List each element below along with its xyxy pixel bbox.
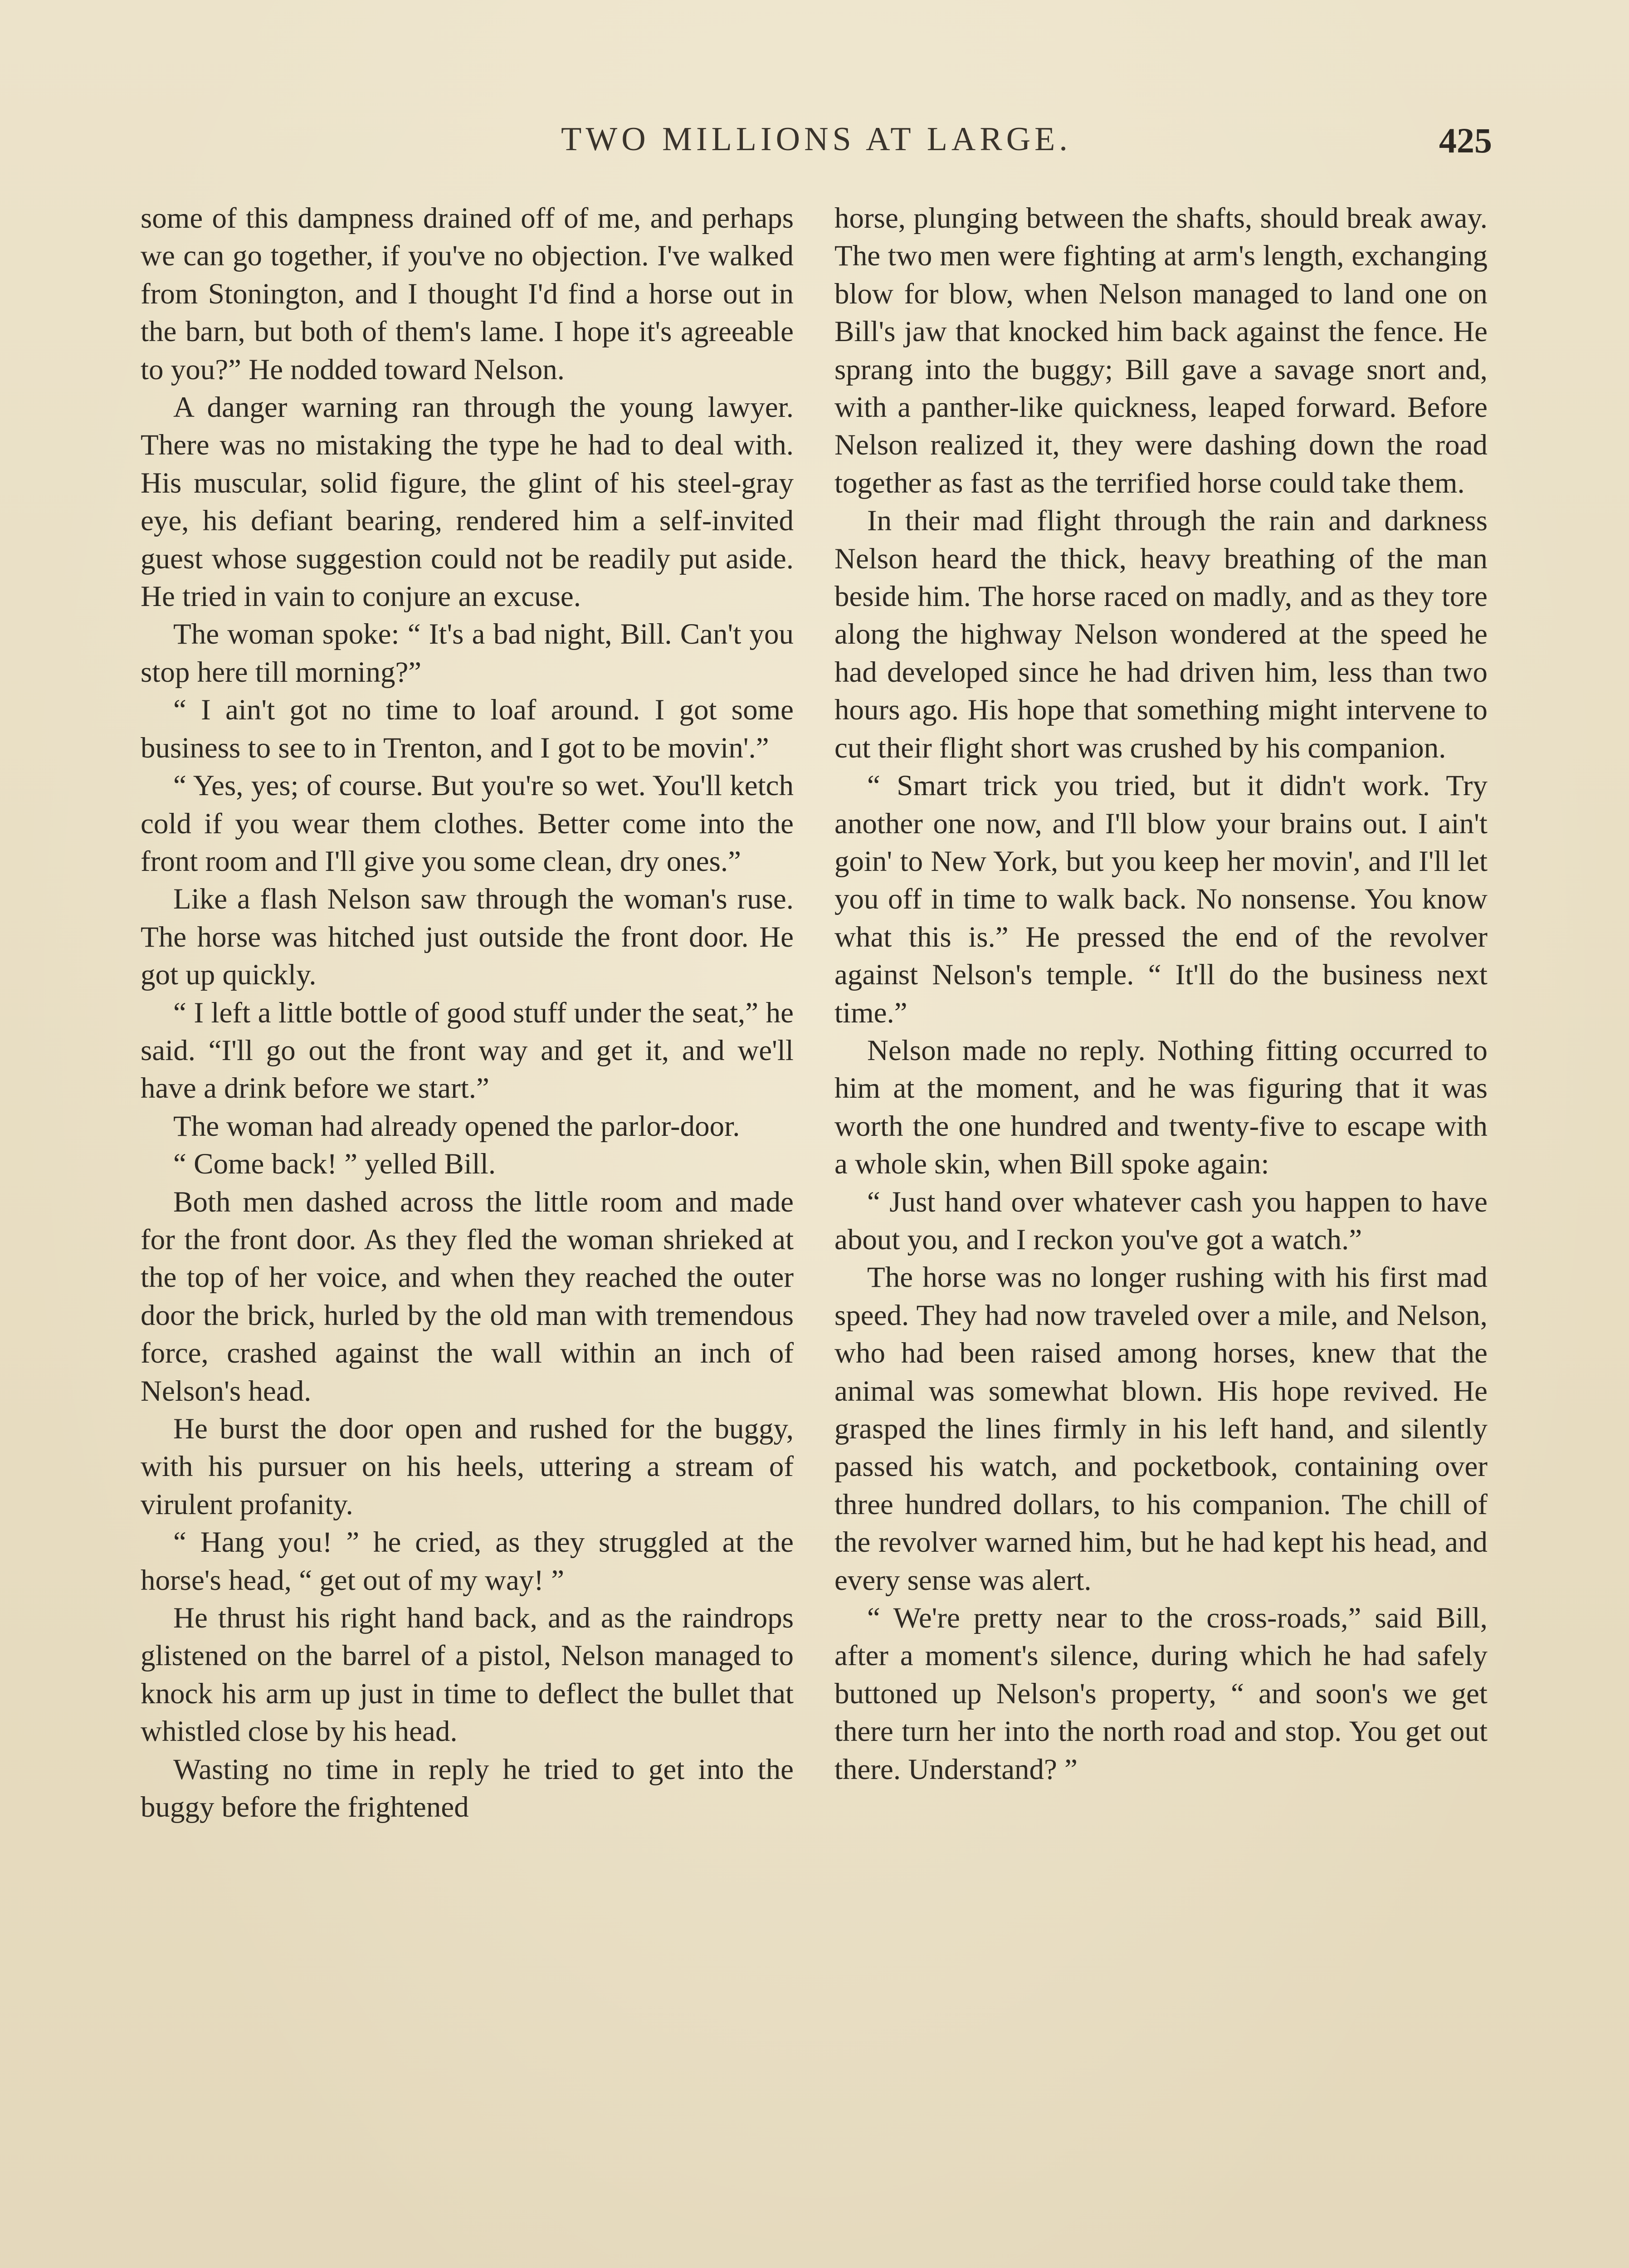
paragraph: Like a flash Nelson saw through the woman's ruse. The horse was hitched just outside the front door. He got up quickly. [141,883,794,992]
paragraph: He thrust his right hand back, and as the raindrops glistened on the barrel of a pistol, Nelson managed to knock his arm up just in time to deflect the bullet that whistled close by his head. [141,1602,794,1748]
paragraph: “ I left a little bottle of good stuff under the seat,” he said. “I'll go out the front way and get it, and we'll have a drink before we start.” [141,996,794,1105]
paragraph: some of this dampness drained off of me, and perhaps we can go together, if you've no objection. I've walked from Stonington, and I thought I'd find a horse out in the barn, but both of them's lame. I hope it's agreeable to you?” He nodded toward Nelson. [141,202,794,386]
paragraph: “ Smart trick you tried, but it didn't work. Try another one now, and I'll blow your brains out. I ain't goin' to New York, but you keep her movin', and I'll let you off in time to walk back. No nonsense. You know what this is.” He pressed the end of the revolver against Nelson's temple. “ It'll do the business next time.” [834,769,1488,1029]
paragraph: Both men dashed across the little room and made for the front door. As they fled the woman shrieked at the top of her voice, and when they reached the outer door the brick, hurled by the old man with tremendous force, crashed against the wall within an inch of Nelson's head. [141,1185,794,1408]
paragraph: “ Just hand over whatever cash you happen to have about you, and I reckon you've got a watch.” [834,1185,1488,1256]
paragraph: “ Hang you! ” he cried, as they struggled at the horse's head, “ get out of my way! ” [141,1526,794,1597]
paragraph: “ Yes, yes; of course. But you're so wet. You'll ketch cold if you wear them clothes. Better come into the front room and I'll give you some clean, dry ones.” [141,769,794,878]
paragraph: A danger warning ran through the young lawyer. There was no mistaking the type he had to deal with. His muscular, solid figure, the glint of his steel-gray eye, his defiant bearing, rendered him a self-invited guest whose suggestion could not be readily put aside. He tried in vain to conjure an excuse. [141,391,794,613]
paragraph: In their mad flight through the rain and darkness Nelson heard the thick, heavy breathing of the man beside him. The horse raced on madly, and as they tore along the highway Nelson wondered at the speed he had developed since he had driven him, less than two hours ago. His hope that something might intervene to cut their flight short was crushed by his companion. [834,504,1488,764]
paragraph: The woman had already opened the parlor-door. [173,1110,740,1143]
paragraph: The horse was no longer rushing with his first mad speed. They had now traveled over a mile, and Nelson, who had been raised among horses, knew that the animal was somewhat blown. His hope revived. He grasped the lines firmly in his left hand, and silently passed his watch, and pocketbook, containing over three hundred dollars, to his companion. The chill of the revolver warned him, but he had kept his head, and every sense was alert. [834,1261,1488,1597]
running-title: TWO MILLIONS AT LARGE. [561,121,1072,158]
paragraph: He burst the door open and rushed for the buggy, with his pursuer on his heels, uttering a stream of virulent profanity. [141,1413,794,1521]
page-number: 425 [1439,121,1492,160]
right-column [834,200,1488,1789]
paragraph: “ We're pretty near to the cross-roads,” said Bill, after a moment's silence, during which he had safely buttoned up Nelson's property, “ and soon's we get there turn her into the north road and stop. You get out there. Understand? ” [834,1602,1488,1786]
paragraph: “ I ain't got no time to loaf around. I got some business to see to in Trenton, and I got to be movin'.” [141,694,794,764]
page-header [141,120,1492,170]
left-column [141,200,794,1826]
paragraph: Wasting no time in reply he tried to get into the buggy before the frightened [141,1753,794,1824]
paragraph: Nelson made no reply. Nothing fitting occurred to him at the moment, and he was figuring that it was worth the one hundred and twenty-five to escape with a whole skin, when Bill spoke again: [834,1034,1488,1181]
paragraph: “ Come back! ” yelled Bill. [173,1148,496,1181]
paragraph: horse, plunging between the shafts, should break away. The two men were fighting at arm's length, exchanging blow for blow, when Nelson managed to land one on Bill's jaw that knocked him back against the fence. He sprang into the buggy; Bill gave a savage snort and, with a panther-like quickness, leaped forward. Before Nelson realized it, they were dashing down the road together as fast as the terrified horse could take them. [834,202,1488,499]
paragraph: The woman spoke: “ It's a bad night, Bill. Can't you stop here till morning?” [141,618,794,689]
